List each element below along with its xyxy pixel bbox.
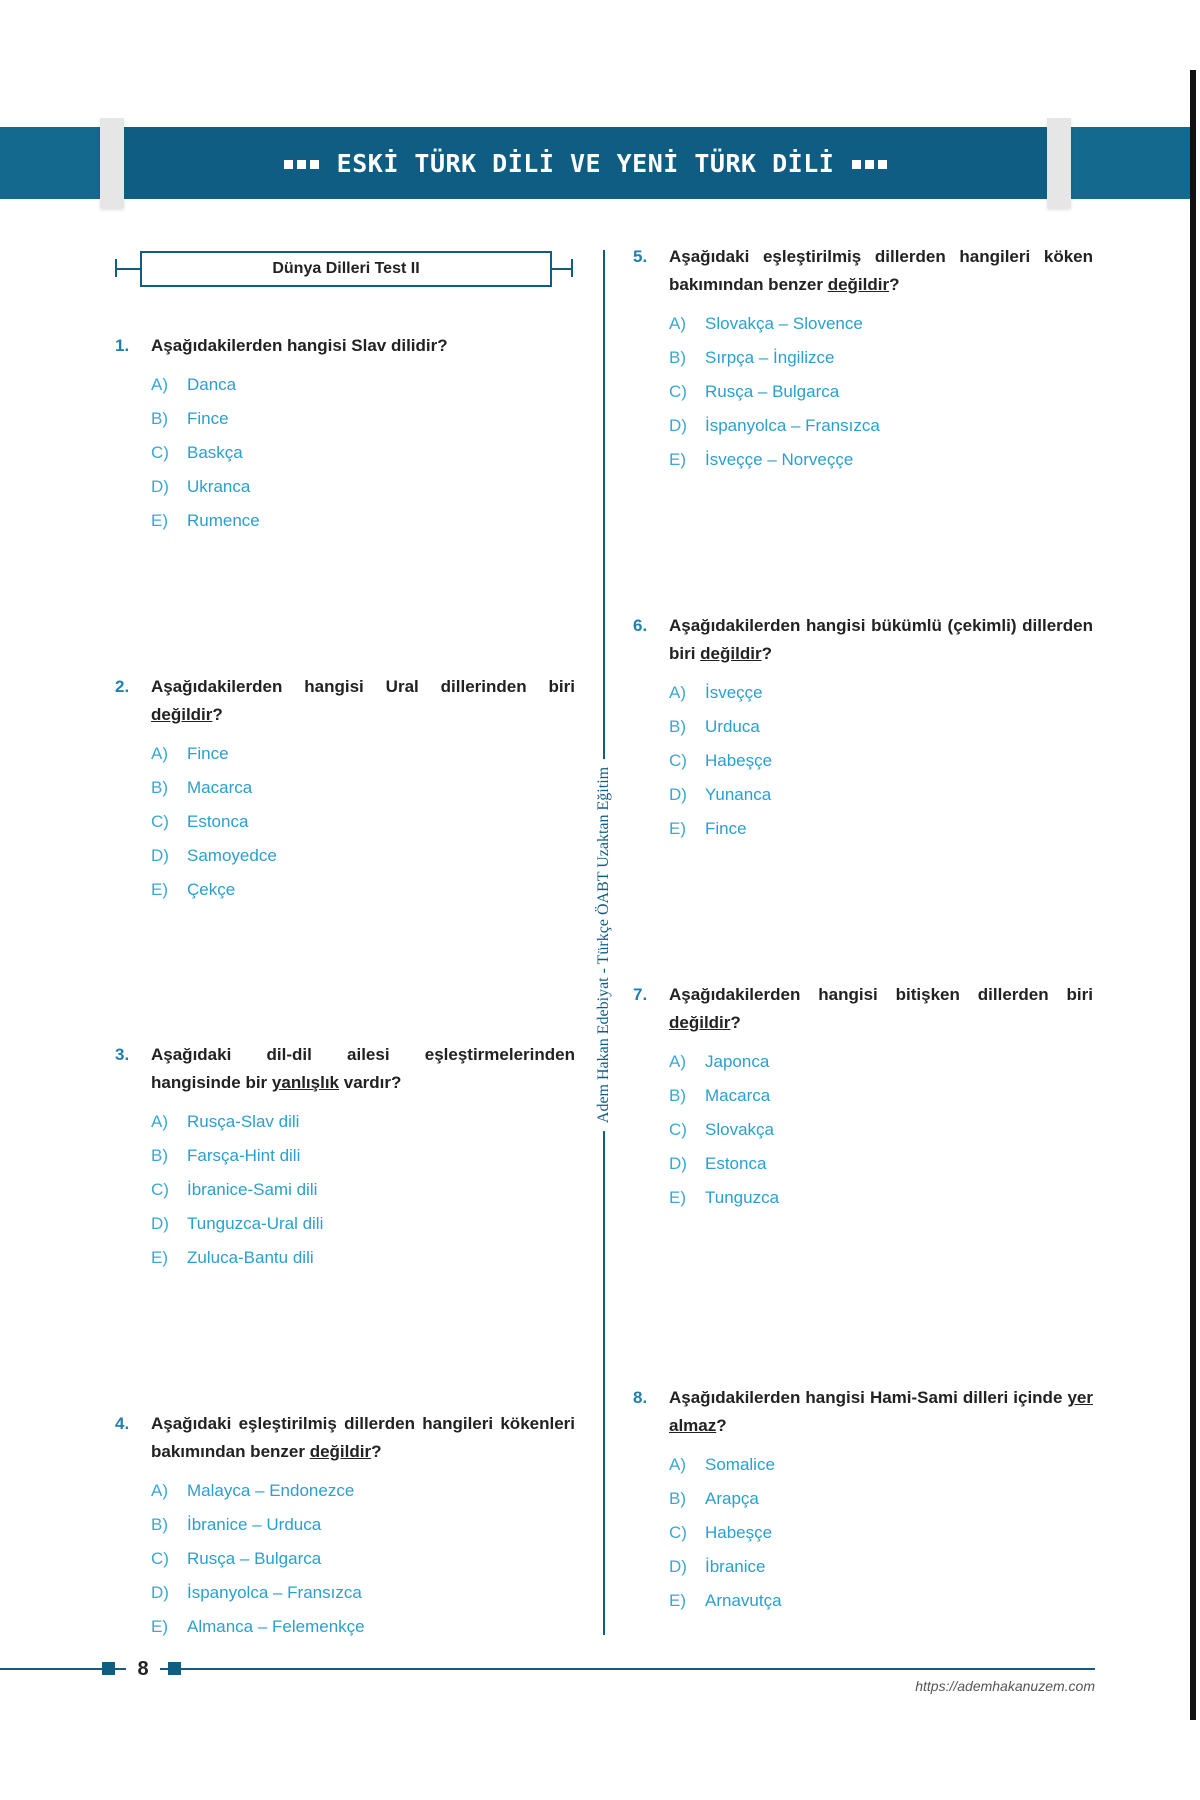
option-text: Arapça [705,1489,759,1508]
option-c[interactable] [151,805,575,839]
stem-text: Aşağıdakilerden hangisi Slav dilidir? [151,336,448,355]
option-letter: E) [151,511,168,530]
stem-text: Aşağıdaki dil-dil ailesi eşleştirmelerinden hangisinde bir [151,1045,575,1092]
option-a[interactable] [151,368,575,402]
option-letter: B) [151,778,168,797]
option-text: Samoyedce [187,846,277,865]
option-letter: C) [151,812,169,831]
option-b[interactable] [669,710,1093,744]
option-letter: B) [151,1146,168,1165]
option-e[interactable] [151,1241,575,1275]
option-letter: B) [669,717,686,736]
option-a[interactable] [151,1474,575,1508]
option-text: Habeşçe [705,1523,773,1542]
option-text: Slovakça – Slovence [705,314,863,333]
option-letter: D) [669,785,687,804]
option-letter: D) [669,1557,687,1576]
option-letter: B) [151,409,168,428]
stem-emphasis: değildir [700,644,762,663]
footer-rule [0,1668,1095,1670]
option-text: Baskça [187,443,243,462]
option-text: İsveççe [705,683,763,702]
stem-text: Aşağıdaki eşleştirilmiş dillerden hangileri köken bakımından benzer [669,247,1093,294]
question-stem [633,981,1093,1037]
option-text: Slovakça [705,1120,774,1139]
option-a[interactable] [669,676,1093,710]
option-text: Japonca [705,1052,770,1071]
option-list [115,1105,575,1275]
question-number: 4. [115,1414,130,1433]
option-c[interactable] [669,375,1093,409]
option-text: Macarca [705,1086,771,1105]
header-tab-right [1047,118,1071,208]
option-letter: C) [669,1523,687,1542]
question-8 [633,1384,1093,1618]
footer-square-icon [102,1662,115,1675]
option-b[interactable] [669,341,1093,375]
option-letter: C) [151,443,169,462]
chapter-title: ESKİ TÜRK DİLİ VE YENİ TÜRK DİLİ [336,148,835,178]
stem-emphasis: değildir [827,275,890,294]
question-number: 6. [633,616,648,635]
test-title-tick-right [571,259,573,277]
square-bullets-icon [850,149,889,178]
stem-text-end: ? [761,644,772,663]
question-number: 5. [633,247,648,266]
question-number: 8. [633,1388,648,1407]
option-text: Fince [187,744,229,763]
question-6 [633,612,1093,846]
option-letter: A) [669,1455,686,1474]
option-d[interactable] [151,1576,575,1610]
option-letter: B) [151,1515,168,1534]
option-e[interactable] [669,1181,1093,1215]
option-d[interactable] [151,1207,575,1241]
option-text: İbranice [705,1557,766,1576]
option-a[interactable] [669,1045,1093,1079]
option-letter: E) [669,450,686,469]
option-text: Arnavutça [705,1591,782,1610]
option-letter: B) [669,348,686,367]
option-text: Fince [187,409,229,428]
question-1 [115,332,575,538]
question-5 [633,243,1093,477]
option-a[interactable] [151,737,575,771]
question-number: 1. [115,336,130,355]
option-letter: A) [669,683,686,702]
option-b[interactable] [151,771,575,805]
option-letter: A) [669,1052,686,1071]
option-letter: C) [151,1549,169,1568]
option-text: Estonca [705,1154,767,1173]
page-number: 8 [126,1655,160,1683]
option-b[interactable] [151,1508,575,1542]
option-d[interactable] [669,1550,1093,1584]
stem-text-end: ? [212,705,223,724]
option-e[interactable] [151,873,575,907]
option-letter: C) [669,382,687,401]
option-text: Rusça-Slav dili [187,1112,300,1131]
option-d[interactable] [669,409,1093,443]
option-letter: A) [151,1481,168,1500]
question-number: 7. [633,985,648,1004]
option-b[interactable] [151,1139,575,1173]
stem-text-end: ? [716,1416,727,1435]
page-edge [1190,70,1196,1720]
option-text: Somalice [705,1455,775,1474]
option-letter: D) [669,1154,687,1173]
question-stem [633,243,1093,299]
option-e[interactable] [669,1584,1093,1618]
option-letter: A) [151,375,168,394]
option-letter: E) [151,1248,168,1267]
option-letter: C) [669,751,687,770]
option-letter: E) [151,880,168,899]
option-letter: D) [151,477,169,496]
option-c[interactable] [669,1113,1093,1147]
option-a[interactable] [669,1448,1093,1482]
header-tab-left [100,118,124,208]
option-text: Almanca – Felemenkçe [187,1617,365,1636]
option-letter: E) [669,1591,686,1610]
option-e[interactable] [669,812,1093,846]
question-stem [115,673,575,729]
question-stem [115,1410,575,1466]
option-c[interactable] [669,744,1093,778]
stem-text-end: ? [889,275,900,294]
option-list [115,737,575,907]
option-text: İbranice – Urduca [187,1515,322,1534]
test-title-tick-left [115,259,117,277]
stem-emphasis: değildir [669,1013,731,1032]
stem-text: Aşağıdakilerden hangisi Hami-Sami dilleri içinde [669,1388,1068,1407]
option-text: Malayca – Endonezce [187,1481,355,1500]
option-list [633,307,1093,477]
option-list [633,1045,1093,1215]
option-a[interactable] [151,1105,575,1139]
option-d[interactable] [151,839,575,873]
option-letter: C) [151,1180,169,1199]
option-c[interactable] [151,1173,575,1207]
option-text: Rumence [187,511,260,530]
question-number: 3. [115,1045,130,1064]
option-text: Rusça – Bulgarca [705,382,840,401]
stem-text: Aşağıdaki eşleştirilmiş dillerden hangileri kökenleri bakımından benzer [151,1414,575,1461]
option-text: Danca [187,375,237,394]
option-letter: E) [669,819,686,838]
option-letter: A) [669,314,686,333]
option-text: Sırpça – İngilizce [705,348,835,367]
stem-emphasis: değildir [309,1442,372,1461]
question-2 [115,673,575,907]
option-e[interactable] [151,504,575,538]
stem-text-end: vardır? [339,1073,402,1092]
option-text: Yunanca [705,785,772,804]
question-stem [115,332,575,360]
stem-text-end: ? [730,1013,741,1032]
option-letter: E) [151,1617,168,1636]
stem-emphasis: değildir [151,705,213,724]
option-text: İspanyolca – Fransızca [705,416,880,435]
option-text: Fince [705,819,747,838]
option-text: Zuluca-Bantu dili [187,1248,314,1267]
question-4 [115,1410,575,1644]
option-letter: C) [669,1120,687,1139]
question-stem [115,1041,575,1097]
square-bullets-icon [282,149,321,178]
option-text: Macarca [187,778,253,797]
option-text: Tunguzca-Ural dili [187,1214,324,1233]
option-list [633,1448,1093,1618]
stem-text: Aşağıdakilerden hangisi bitişken dillerden biri [669,985,1093,1004]
option-text: İsveççe – Norveççe [705,450,854,469]
side-caption: Adem Hakan Edebiyat - Türkçe ÖABT Uzaktan Eğitim [595,759,613,1131]
option-letter: B) [669,1489,686,1508]
option-d[interactable] [669,1147,1093,1181]
option-letter: E) [669,1188,686,1207]
option-letter: D) [669,416,687,435]
option-text: Urduca [705,717,760,736]
question-stem [633,612,1093,668]
option-e[interactable] [151,1610,575,1644]
stem-text-end: ? [371,1442,382,1461]
option-list [633,676,1093,846]
footer-url[interactable]: https://ademhakanuzem.com [915,1678,1095,1694]
option-c[interactable] [151,436,575,470]
chapter-header [124,127,1047,199]
stem-text: Aşağıdakilerden hangisi bükümlü (çekimli) dillerden biri [669,616,1093,663]
option-text: İbranice-Sami dili [187,1180,318,1199]
option-letter: D) [151,1214,169,1233]
option-b[interactable] [669,1079,1093,1113]
option-letter: D) [151,846,169,865]
stem-text: Aşağıdakilerden hangisi Ural dillerinden biri [151,677,575,696]
option-letter: A) [151,1112,168,1131]
question-3 [115,1041,575,1275]
question-stem [633,1384,1093,1440]
option-letter: A) [151,744,168,763]
option-list [115,1474,575,1644]
option-c[interactable] [669,1516,1093,1550]
option-text: Tunguzca [705,1188,780,1207]
option-d[interactable] [151,470,575,504]
option-text: Ukranca [187,477,251,496]
stem-emphasis: yer almaz [669,1388,1093,1435]
option-text: Farsça-Hint dili [187,1146,301,1165]
footer-square-icon [168,1662,181,1675]
option-list [115,368,575,538]
option-c[interactable] [151,1542,575,1576]
option-letter: B) [669,1086,686,1105]
option-letter: D) [151,1583,169,1602]
option-d[interactable] [669,778,1093,812]
option-text: Rusça – Bulgarca [187,1549,322,1568]
option-e[interactable] [669,443,1093,477]
option-text: Estonca [187,812,249,831]
option-text: Çekçe [187,880,236,899]
option-a[interactable] [669,307,1093,341]
option-b[interactable] [669,1482,1093,1516]
option-text: Habeşçe [705,751,773,770]
option-text: İspanyolca – Fransızca [187,1583,362,1602]
option-b[interactable] [151,402,575,436]
test-title: Dünya Dilleri Test II [140,251,552,287]
stem-emphasis: yanlışlık [271,1073,340,1092]
question-7 [633,981,1093,1215]
question-number: 2. [115,677,130,696]
